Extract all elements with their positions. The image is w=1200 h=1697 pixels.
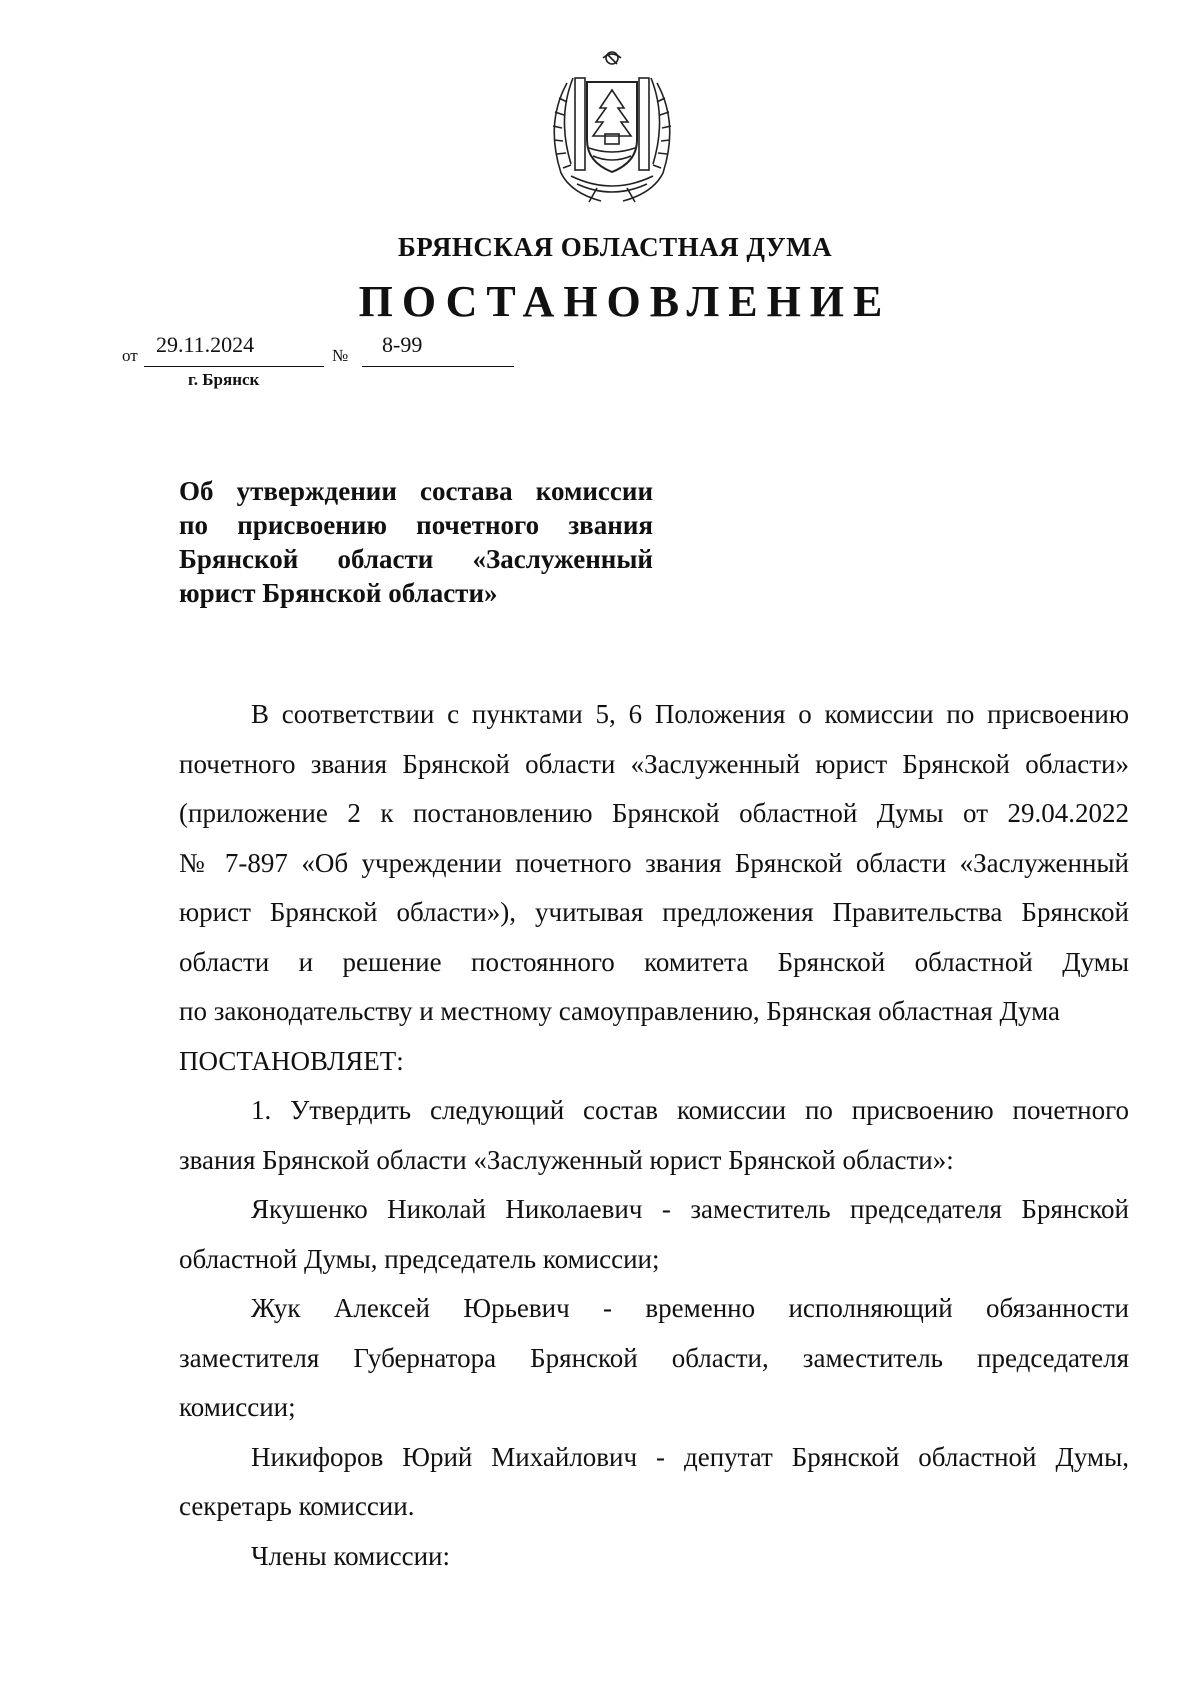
- organization-name: БРЯНСКАЯ ОБЛАСТНАЯ ДУМА: [397, 232, 833, 262]
- subject-line: Об утверждении состава комиссии: [179, 476, 653, 506]
- date-underline: [144, 366, 324, 367]
- body-line: комиссии;: [179, 1392, 296, 1422]
- document-body: [179, 690, 1129, 1581]
- body-line: № 7-897 «Об учреждении почетного звания Брянской области «Заслуженный: [179, 847, 1129, 878]
- coat-of-arms-icon: [537, 48, 687, 204]
- subject-line: Брянской области «Заслуженный: [179, 544, 653, 574]
- body-line: (приложение 2 к постановлению Брянской областной Думы от 29.04.2022: [179, 798, 1129, 828]
- body-line: В соответствии с пунктами 5, 6 Положения о комиссии по присвоению: [251, 699, 1129, 729]
- subject-line: по присвоению почетного звания: [179, 510, 653, 540]
- body-line: юрист Брянской области»), учитывая предложения Правительства Брянской: [179, 897, 1129, 927]
- document-subject: [179, 474, 653, 610]
- body-line: 1. Утвердить следующий состав комиссии по присвоению почетного: [251, 1095, 1129, 1125]
- city-name: г. Брянск: [188, 370, 260, 389]
- number-label: №: [332, 346, 349, 365]
- number-value: 8-99: [382, 332, 423, 357]
- document-type: ПОСТАНОВЛЕНИЕ: [358, 277, 892, 326]
- body-line: Жук Алексей Юрьевич - временно исполняющий обязанности: [251, 1293, 1129, 1323]
- date-value: 29.11.2024: [156, 332, 255, 357]
- subject-line: юрист Брянской области»: [179, 578, 498, 608]
- body-line: областной Думы, председатель комиссии;: [179, 1243, 660, 1274]
- body-line: Якушенко Николай Николаевич - заместитель председателя Брянской: [251, 1194, 1129, 1224]
- body-line: заместителя Губернатора Брянской области, заместитель председателя: [179, 1342, 1129, 1373]
- body-line: ПОСТАНОВЛЯЕТ:: [179, 1045, 404, 1076]
- body-line: по законодательству и местному самоуправлению, Брянская областная Дума: [179, 996, 1060, 1026]
- body-line: звания Брянской области «Заслуженный юрист Брянской области»:: [179, 1144, 954, 1175]
- body-line: почетного звания Брянской области «Заслуженный юрист Брянской области»: [179, 748, 1129, 779]
- body-line: секретарь комиссии.: [179, 1491, 415, 1521]
- body-line: Никифоров Юрий Михайлович - депутат Брянской областной Думы,: [251, 1441, 1129, 1472]
- body-line: Члены комиссии:: [251, 1540, 450, 1571]
- body-line: области и решение постоянного комитета Брянской областной Думы: [179, 946, 1129, 977]
- date-label: от: [122, 346, 138, 365]
- number-underline: [362, 366, 514, 367]
